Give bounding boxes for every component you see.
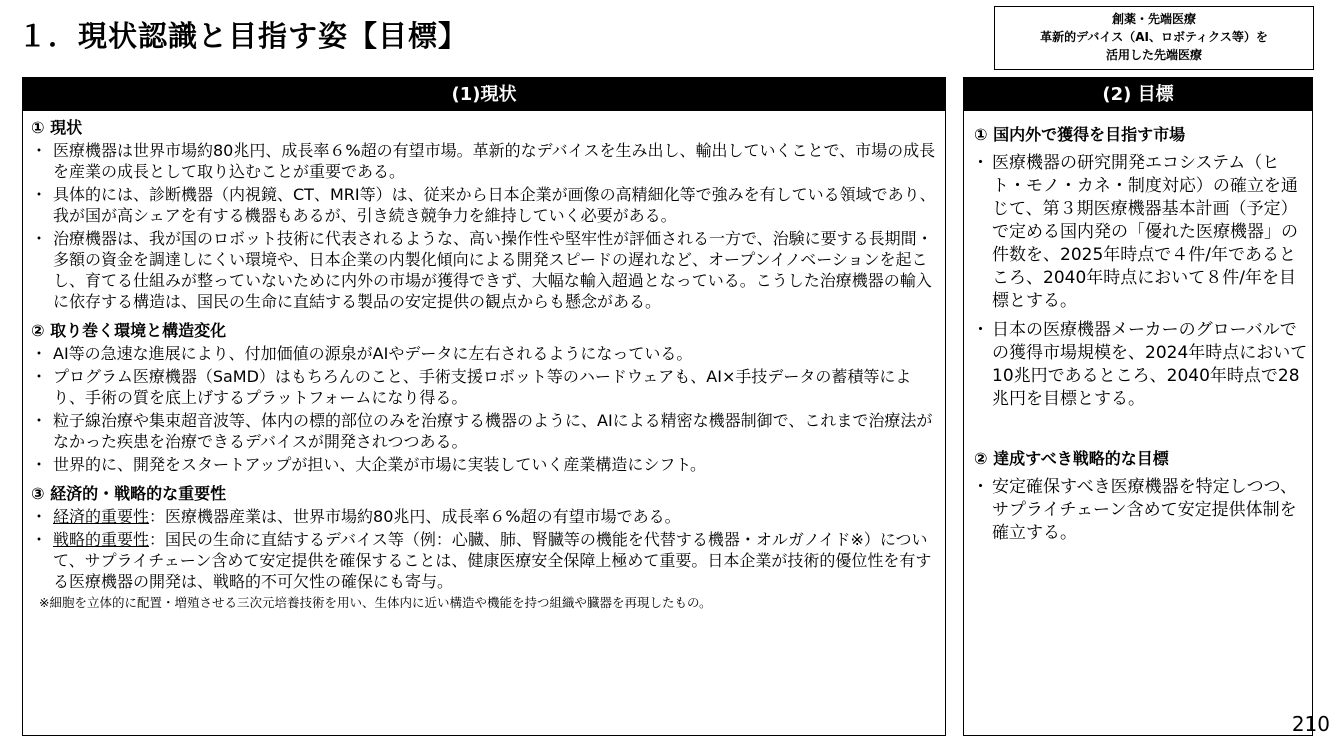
section-current-heading: ① 現状 [31, 118, 83, 137]
section-importance-heading: ③ 経済的・戦略的な重要性 [31, 484, 227, 503]
economic-importance-label: 経済的重要性 [53, 507, 150, 526]
current-status-body [23, 111, 945, 611]
current-status-header: (1)現状 [23, 78, 945, 111]
bullet-item: ・ 安定確保すべき医療機器を特定しつつ、サプライチェーン含めて安定提供体制を確立する。 [974, 476, 1308, 545]
page-title: １．現状認識と目指す姿【目標】 [18, 19, 469, 53]
strategic-importance-text: ：国民の生命に直結するデバイス等（例：心臓、肺、腎臓等の機能を代替する機器・オルガノイド※）について、サプライチェーン含めて安定提供を確保することは、健康医療安全保障上極めて重要。日本企業が技術的優位性を有する医療機器の開発は、戦略的不可欠性の確保にも寄与。 [53, 530, 932, 591]
bullet-item: ・ 医療機器は世界市場約80兆円、成長率６%超の有望市場。革新的なデバイスを生み出し、輸出していくことで、市場の成長を産業の成長として取り込むことが重要である。 [31, 140, 937, 182]
bullet-item [31, 529, 937, 592]
goals-header: (2) 目標 [964, 78, 1312, 111]
strategic-importance-label: 戦略的重要性 [53, 530, 150, 549]
bullet-item: ・ 具体的には、診断機器（内視鏡、CT、MRI等）は、従来から日本企業が画像の高精細化等で強みを有している領域であり、我が国が高シェアを有する機器もあるが、引き続き競争力を維持していく必要がある。 [31, 184, 937, 226]
bullet-item: ・ AI等の急速な進展により、付加価値の源泉がAIやデータに左右されるようになっている。 [31, 343, 937, 364]
page-number: 210 [1291, 712, 1330, 736]
section-environment-heading: ② 取り巻く環境と構造変化 [31, 321, 227, 340]
current-status-panel [22, 77, 946, 736]
bullet-item: ・ 世界的に、開発をスタートアップが担い、大企業が市場に実装していく産業構造にシフト。 [31, 454, 937, 475]
bullet-item: ・ 粒子線治療や集束超音波等、体内の標的部位のみを治療する機器のように、AIによる精密な機器制御で、これまで治療法がなかった疾患を治療できるデバイスが開発されつつある。 [31, 410, 937, 452]
bullet-item: ・ 日本の医療機器メーカーのグローバルでの獲得市場規模を、2024年時点において10兆円であるところ、2040年時点で28兆円を目標とする。 [974, 319, 1308, 411]
footnote: ※細胞を立体的に配置・増殖させる三次元培養技術を用い、生体内に近い構造や機能を持つ組織や臓器を再現したもの。 [39, 595, 712, 610]
bullet-item: ・ プログラム医療機器（SaMD）はもちろんのこと、手術支援ロボット等のハードウェアも、AI×手技データの蓄積等により、手術の質を底上げするプラットフォームになり得る。 [31, 366, 937, 408]
economic-importance-text: ：医療機器産業は、世界市場約80兆円、成長率６%超の有望市場である。 [149, 507, 681, 526]
tag-line-1: 創薬・先端医療 [1111, 12, 1196, 26]
tag-line-3: 活用した先端医療 [1105, 48, 1202, 62]
tag-line-2: 革新的デバイス（AI、ロボティクス等）を [1040, 30, 1268, 44]
section-target-market-heading: ① 国内外で獲得を目指す市場 [974, 125, 1186, 144]
goals-body [964, 111, 1312, 545]
goals-panel [963, 77, 1313, 736]
category-tag-box [994, 6, 1314, 70]
section-strategic-goal-heading: ② 達成すべき戦略的な目標 [974, 449, 1169, 468]
bullet-item: ・ 治療機器は、我が国のロボット技術に代表されるような、高い操作性や堅牢性が評価される一方で、治験に要する長期間・多額の資金を調達しにくい環境や、日本企業の内製化傾向による開発スピードの遅れなど、オープンイノベーションを起こし、育てる仕組みが整っていないために内外の市場が獲得できず、大幅な輸入超過となっている。こうした治療機器の輸入に依存する構造は、国民の生命に直結する製品の安定提供の観点からも懸念がある。 [31, 228, 937, 312]
bullet-item [31, 506, 937, 527]
bullet-item: ・ 医療機器の研究開発エコシステム（ヒト・モノ・カネ・制度対応）の確立を通じて、第３期医療機器基本計画（予定）で定める国内発の「優れた医療機器」の件数を、2025年時点で４件/年であるところ、2040年時点において８件/年を目標とする。 [974, 152, 1308, 313]
